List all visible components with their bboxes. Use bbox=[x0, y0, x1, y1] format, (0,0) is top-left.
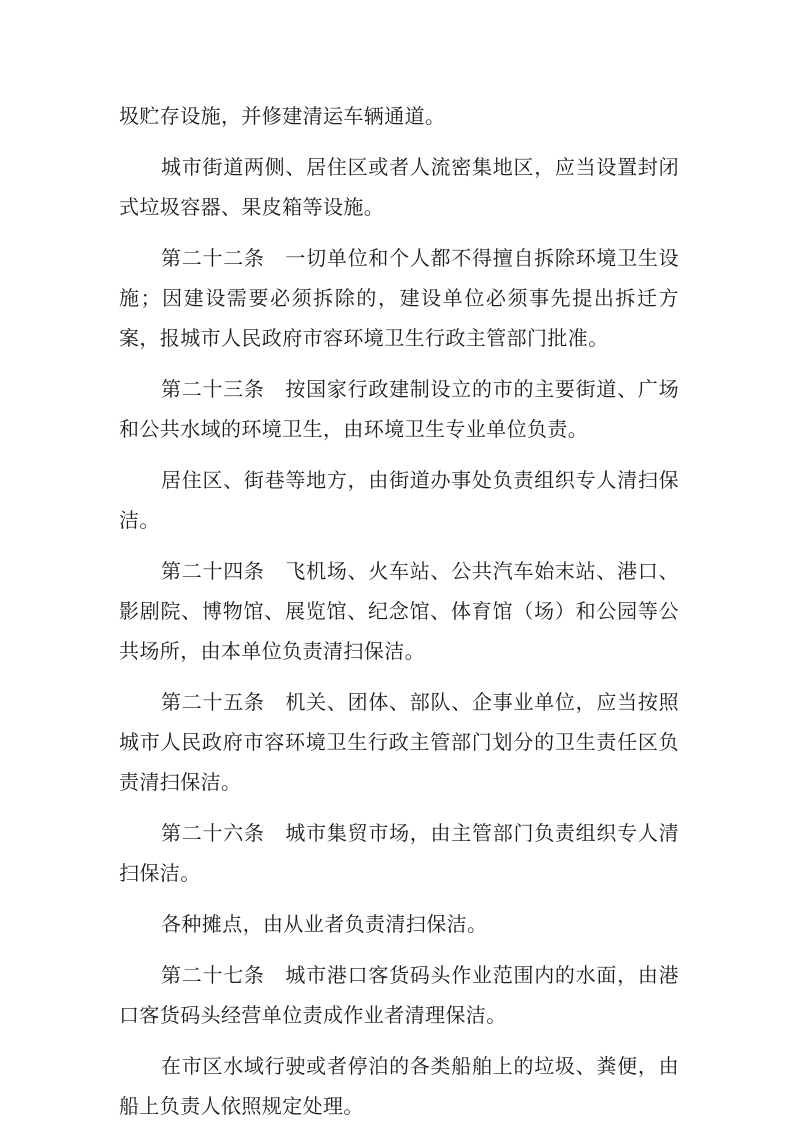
paragraph-article-27: 第二十七条 城市港口客货码头作业范围内的水面，由港口客货码头经营单位责成作业者清理保洁。 bbox=[119, 963, 679, 1027]
paragraph-article-25: 第二十五条 机关、团体、部队、企事业单位，应当按照城市人民政府市容环境卫生行政主管部门划分的卫生责任区负责清扫保洁。 bbox=[119, 690, 679, 794]
paragraph-article-22: 第二十二条 一切单位和个人都不得擅自拆除环境卫生设施；因建设需要必须拆除的，建设单位必须事先提出拆迁方案，报城市人民政府市容环境卫生行政主管部门批准。 bbox=[119, 246, 679, 350]
document-body bbox=[119, 96, 679, 1137]
paragraph: 各种摊点，由从业者负责清扫保洁。 bbox=[161, 912, 488, 936]
paragraph-article-23: 第二十三条 按国家行政建制设立的市的主要街道、广场和公共水域的环境卫生，由环境卫生专业单位负责。 bbox=[119, 377, 679, 441]
paragraph-article-24: 第二十四条 飞机场、火车站、公共汽车始末站、港口、影剧院、博物馆、展览馆、纪念馆、体育馆（场）和公园等公共场所，由本单位负责清扫保洁。 bbox=[119, 559, 679, 663]
paragraph: 居住区、街巷等地方，由街道办事处负责组织专人清扫保洁。 bbox=[119, 468, 679, 532]
paragraph: 城市街道两侧、居住区或者人流密集地区，应当设置封闭式垃圾容器、果皮箱等设施。 bbox=[119, 155, 679, 219]
paragraph: 在市区水域行驶或者停泊的各类船舶上的垃圾、粪便，由船上负责人依照规定处理。 bbox=[119, 1054, 679, 1118]
paragraph-continuation: 圾贮存设施，并修建清运车辆通道。 bbox=[119, 104, 446, 128]
paragraph-article-26: 第二十六条 城市集贸市场，由主管部门负责组织专人清扫保洁。 bbox=[119, 821, 679, 885]
